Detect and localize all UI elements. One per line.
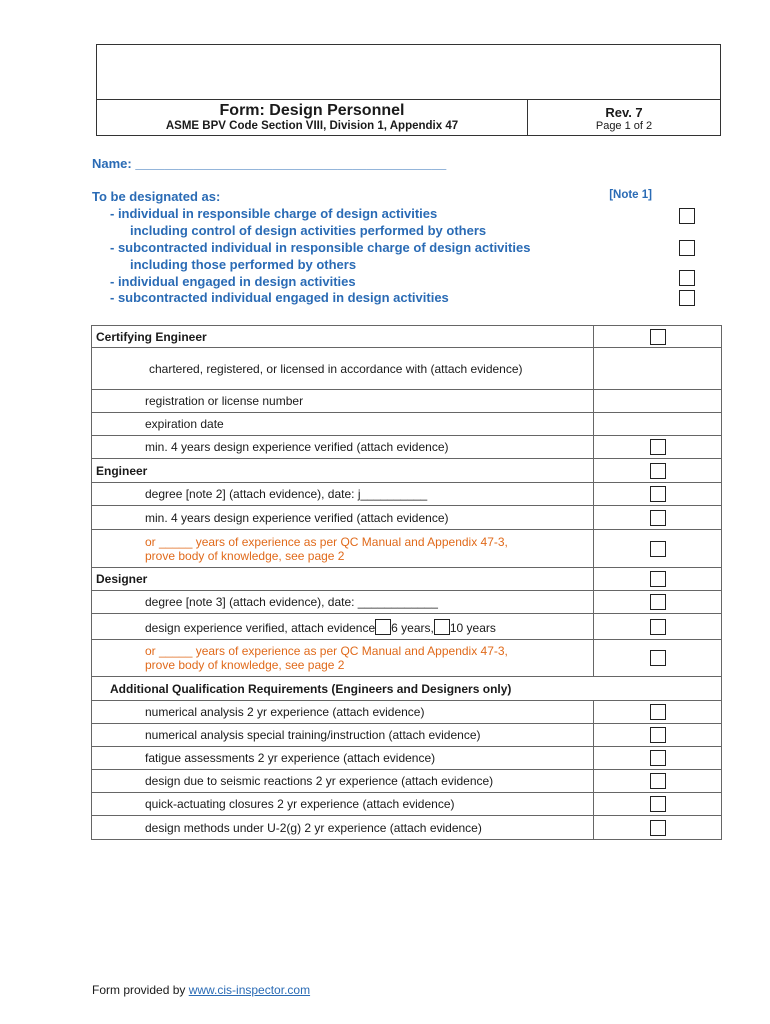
designer-degree-row: degree [note 3] (attach evidence), date: ____________ [92, 591, 594, 614]
additional-checkbox-1[interactable] [650, 704, 666, 720]
designation-checkbox-2[interactable] [679, 240, 695, 256]
table-row [92, 614, 722, 640]
designer-alt-line-1: or _____ years of experience as per QC Manual and Appendix 47-3, [145, 644, 508, 658]
designation-option-4: - subcontracted individual engaged in design activities [110, 290, 449, 305]
table-row [92, 530, 722, 568]
additional-checkbox-4[interactable] [650, 773, 666, 789]
table-row [92, 568, 722, 591]
table-row [92, 793, 722, 816]
engineer-degree-label: degree [note 2] (attach evidence), date: [145, 487, 358, 501]
additional-row-numerical-experience: numerical analysis 2 yr experience (attach evidence) [92, 701, 594, 724]
engineer-alt-line-1: or _____ years of experience as per QC Manual and Appendix 47-3, [145, 534, 508, 549]
table-row [92, 747, 722, 770]
designation-option-1: - individual in responsible charge of design activities [110, 206, 438, 221]
footer-link[interactable]: www.cis-inspector.com [188, 983, 311, 997]
certifying-licensed-row: chartered, registered, or licensed in accordance with (attach evidence) [92, 348, 594, 390]
designer-degree-checkbox[interactable] [650, 594, 666, 610]
engineer-alt-checkbox[interactable] [650, 541, 666, 557]
designation-option-3: - individual engaged in design activities [110, 274, 356, 289]
footer-prefix: Form provided by [92, 983, 189, 997]
designation-checkbox-1[interactable] [679, 208, 695, 224]
engineer-degree-date[interactable]: j__________ [357, 487, 428, 501]
designer-6-years-label: 6 years, [391, 620, 434, 635]
certifying-engineer-checkbox[interactable] [650, 329, 666, 345]
engineer-heading: Engineer [92, 459, 594, 483]
qualification-table [91, 325, 722, 840]
certifying-experience-row: min. 4 years design experience verified (attach evidence) [92, 436, 594, 459]
certifying-engineer-heading: Certifying Engineer [92, 326, 594, 348]
additional-row-fatigue: fatigue assessments 2 yr experience (attach evidence) [92, 747, 594, 770]
additional-row-numerical-training: numerical analysis special training/instruction (attach evidence) [92, 724, 594, 747]
engineer-experience-row: min. 4 years design experience verified (attach evidence) [92, 506, 594, 530]
designer-10-years-checkbox[interactable] [434, 619, 450, 635]
footer [92, 983, 310, 997]
form-title: Form: Design Personnel [219, 102, 405, 119]
engineer-checkbox[interactable] [650, 463, 666, 479]
table-row [92, 677, 722, 701]
designation-option-2: - subcontracted individual in responsible charge of design activities [110, 240, 531, 255]
table-row [92, 640, 722, 677]
designer-alt-line-2: prove body of knowledge, see page 2 [145, 658, 345, 672]
header-logo-area [97, 45, 720, 100]
table-row [92, 413, 722, 436]
engineer-alt-line-2: prove body of knowledge, see page 2 [145, 548, 345, 563]
table-row [92, 348, 722, 390]
certifying-expiration-row[interactable]: expiration date [92, 413, 594, 436]
table-row [92, 770, 722, 793]
table-row [92, 816, 722, 840]
certifying-registration-row[interactable]: registration or license number [92, 390, 594, 413]
table-row [92, 459, 722, 483]
table-row [92, 483, 722, 506]
engineer-experience-checkbox[interactable] [650, 510, 666, 526]
revision-label: Rev. 7 [605, 105, 643, 120]
note-1-label: [Note 1] [609, 189, 652, 201]
additional-row-quick-actuating: quick-actuating closures 2 yr experience (attach evidence) [92, 793, 594, 816]
designer-experience-label: design experience verified, attach evidence [145, 620, 376, 635]
additional-row-u2g: design methods under U-2(g) 2 yr experience (attach evidence) [92, 816, 594, 840]
name-field[interactable]: Name: ___________________________________________ [92, 156, 447, 171]
table-row [92, 591, 722, 614]
designation-checkbox-4[interactable] [679, 290, 695, 306]
table-row [92, 724, 722, 747]
designation-option-2-cont: including those performed by others [130, 257, 357, 272]
additional-checkbox-5[interactable] [650, 796, 666, 812]
table-row [92, 326, 722, 348]
designation-heading: To be designated as: [92, 189, 221, 204]
designation-checkbox-3[interactable] [679, 270, 695, 286]
engineer-degree-checkbox[interactable] [650, 486, 666, 502]
form-subtitle: ASME BPV Code Section VIII, Division 1, Appendix 47 [165, 120, 459, 132]
additional-row-seismic: design due to seismic reactions 2 yr experience (attach evidence) [92, 770, 594, 793]
designer-checkbox[interactable] [650, 571, 666, 587]
designation-option-1-cont: including control of design activities performed by others [130, 223, 487, 238]
additional-checkbox-3[interactable] [650, 750, 666, 766]
certifying-experience-checkbox[interactable] [650, 439, 666, 455]
table-row [92, 436, 722, 459]
additional-requirements-heading: Additional Qualification Requirements (Engineers and Designers only) [92, 677, 722, 701]
form-header [96, 44, 721, 136]
designer-experience-checkbox[interactable] [650, 619, 666, 635]
additional-checkbox-2[interactable] [650, 727, 666, 743]
page-number: Page 1 of 2 [595, 120, 653, 132]
designer-10-years-label: 10 years [449, 620, 496, 635]
additional-checkbox-6[interactable] [650, 820, 666, 836]
table-row [92, 390, 722, 413]
designer-6-years-checkbox[interactable] [375, 619, 391, 635]
table-row [92, 701, 722, 724]
designer-alt-checkbox[interactable] [650, 650, 666, 666]
table-row [92, 506, 722, 530]
designer-heading: Designer [92, 568, 594, 591]
